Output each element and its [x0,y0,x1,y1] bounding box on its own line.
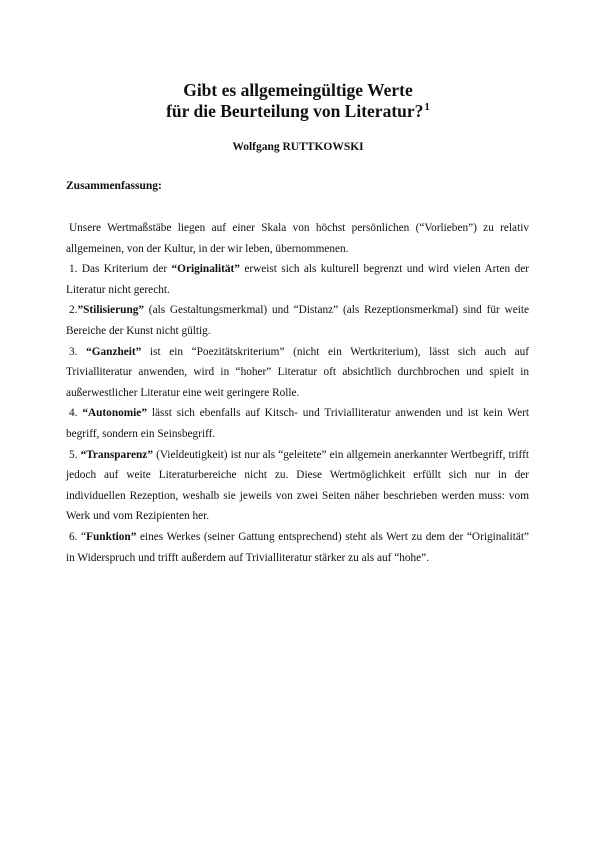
point-2-text: (als Gestaltungsmerkmal) und “Distanz” (als Rezeptionsmerkmal) sind für weite Bereiche der Kunst nicht gültig. [66,304,529,337]
summary-intro-paragraph: Unsere Wertmaßstäbe liegen auf einer Skala von höchst persönlichen (“Vorlieben”) zu relativ allgemeinen, von der Kultur, in der wir leben, übernommenen. [66,222,529,255]
point-3-text: ist ein “Poezitätskriterium” (nicht ein Wertkriterium), lässt sich auch auf Trivialliteratur anwenden, wird in “hoher” Literatur oft absichtlich durchbrochen und spielt in außerwestlicher Literatur eine weit geringere Rolle. [66,345,530,399]
point-1-number: 1. Das Kriterium der [69,263,172,276]
point-5-number: 5. [69,448,81,461]
point-1-term: “Originalität” [171,263,240,276]
point-2-number: 2. [69,304,78,317]
point-4-number: 4. [69,407,83,420]
point-5-text: (Vieldeutigkeit) ist nur als “geleitete” ein allgemein anerkannter Wertbegriff, trifft jedoch auf weite Literaturbereiche nicht zu. Diese Wertmöglichkeit erfüllt sich nur in der individuellen Rezeption, weshalb sie jeweils von zwei Seiten näher beschrieben werden muss: vom Werk und vom Rezipienten her. [66,448,529,523]
footnote-marker[interactable]: 1 [424,101,430,113]
point-1-text: erweist sich als kulturell begrenzt und wird vielen Arten der Literatur nicht gerecht. [66,263,530,296]
point-3-term: “Ganzheit” [86,345,142,358]
summary-point-3 [66,342,529,404]
summary-point-4 [66,403,529,444]
title-line-2-text: für die Beurteilung von Literatur? [166,101,424,121]
summary-body [66,218,529,568]
point-6-text: eines Werkes (seiner Gattung entsprechend) steht als Wert zu dem der “Originalität” in Widerspruch und trifft außerdem auf Trivialliteratur stärker zu als auf “hohe”. [66,530,529,564]
point-4-term: “Autonomie” [82,407,147,420]
summary-point-6 [66,527,529,568]
document-title [0,80,596,122]
summary-point-1 [66,259,529,300]
author-name: Wolfgang RUTTKOWSKI [232,141,364,153]
title-line-1: Gibt es allgemeingültige Werte [183,80,413,100]
summary-point-2 [66,300,529,341]
point-2-term: ”Stilisierung” [77,304,145,317]
point-5-term: “Transparenz” [80,448,153,461]
title-line-2 [0,101,596,122]
point-4-text: lässt sich ebenfalls auf Kitsch- und Trivialliteratur anwenden und ist kein Wert begriff, sondern ein Seinsbegriff. [66,407,529,440]
point-6-number: 6. “ [69,530,87,543]
summary-point-5 [66,445,529,527]
point-3-number: 3. [69,345,87,358]
point-6-term: Funktion” [86,530,137,543]
summary-heading: Zusammenfassung: [66,180,162,192]
